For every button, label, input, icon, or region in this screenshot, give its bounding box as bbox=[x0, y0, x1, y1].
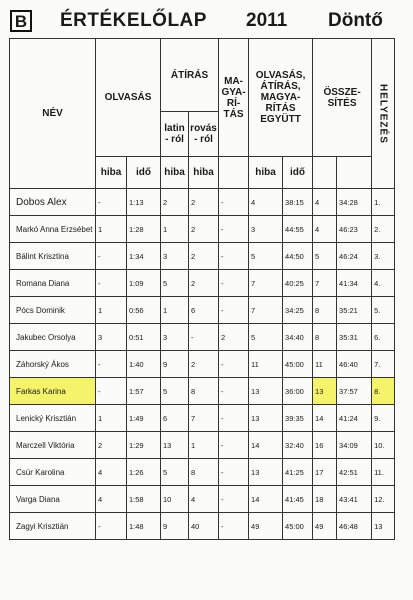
reading-time-header: idő bbox=[127, 157, 161, 189]
cell-c7: 34:40 bbox=[283, 324, 313, 351]
cell-c3: 5 bbox=[161, 270, 189, 297]
summary-column-header: ÖSSZE- SÍTÉS bbox=[313, 39, 372, 157]
cell-c1: - bbox=[96, 378, 127, 405]
cell-c2: 1:13 bbox=[127, 189, 161, 216]
cell-c2: 1:57 bbox=[127, 378, 161, 405]
cell-c8: 8 bbox=[313, 297, 337, 324]
cell-c3: 13 bbox=[161, 432, 189, 459]
cell-c2: 1:09 bbox=[127, 270, 161, 297]
table-row bbox=[10, 189, 395, 216]
cell-c6: 5 bbox=[249, 324, 283, 351]
participant-name: Varga Diana bbox=[10, 486, 96, 513]
cell-c1: 2 bbox=[96, 432, 127, 459]
participant-name: Pócs Dominik bbox=[10, 297, 96, 324]
cell-c6: 7 bbox=[249, 297, 283, 324]
cell-c9: 41:34 bbox=[337, 270, 372, 297]
combined-error-header: hiba bbox=[249, 157, 283, 189]
reading-error-header: hiba bbox=[96, 157, 127, 189]
cell-c8: 4 bbox=[313, 216, 337, 243]
cell-c6: 14 bbox=[249, 486, 283, 513]
table-row bbox=[10, 486, 395, 513]
cell-c4: 6 bbox=[189, 297, 219, 324]
cell-c2: 1:34 bbox=[127, 243, 161, 270]
cell-c6: 13 bbox=[249, 459, 283, 486]
from-runic-header: rovás - ról bbox=[189, 112, 219, 157]
cell-c4: 2 bbox=[189, 216, 219, 243]
combined-column-header: OLVASÁS, ÁTÍRÁS, MAGYA- RÍTÁS EGYÜTT bbox=[249, 39, 313, 157]
cell-c3: 5 bbox=[161, 378, 189, 405]
cell-c10: 2. bbox=[372, 216, 395, 243]
cell-c10: 5. bbox=[372, 297, 395, 324]
cell-c3: 1 bbox=[161, 297, 189, 324]
cell-c2: 0:51 bbox=[127, 324, 161, 351]
cell-c2: 1:28 bbox=[127, 216, 161, 243]
cell-c4: 2 bbox=[189, 189, 219, 216]
cell-c10: 12. bbox=[372, 486, 395, 513]
page-title: ÉRTÉKELŐLAP bbox=[60, 10, 207, 31]
cell-c7: 45:00 bbox=[283, 513, 313, 540]
sheet-header bbox=[10, 10, 393, 36]
cell-c1: - bbox=[96, 351, 127, 378]
cell-c9: 46:40 bbox=[337, 351, 372, 378]
summary-blank-1 bbox=[313, 157, 337, 189]
cell-c5: - bbox=[219, 378, 249, 405]
participant-name: Záhorský Ákos bbox=[10, 351, 96, 378]
cell-c1: - bbox=[96, 513, 127, 540]
cell-c8: 16 bbox=[313, 432, 337, 459]
cell-c3: 1 bbox=[161, 216, 189, 243]
cell-c1: - bbox=[96, 270, 127, 297]
cell-c7: 34:25 bbox=[283, 297, 313, 324]
cell-c9: 43:41 bbox=[337, 486, 372, 513]
cell-c5: - bbox=[219, 432, 249, 459]
participant-name: Bálint Krisztina bbox=[10, 243, 96, 270]
cell-c9: 46:48 bbox=[337, 513, 372, 540]
cell-c1: 4 bbox=[96, 486, 127, 513]
table-row bbox=[10, 243, 395, 270]
cell-c4: 2 bbox=[189, 243, 219, 270]
cell-c3: 5 bbox=[161, 459, 189, 486]
cell-c10: 1. bbox=[372, 189, 395, 216]
table-row bbox=[10, 297, 395, 324]
cell-c7: 40:25 bbox=[283, 270, 313, 297]
cell-c9: 46:24 bbox=[337, 243, 372, 270]
participant-name: Marczell Viktória bbox=[10, 432, 96, 459]
cell-c2: 0:56 bbox=[127, 297, 161, 324]
cell-c3: 6 bbox=[161, 405, 189, 432]
participant-name: Romana Diana bbox=[10, 270, 96, 297]
participant-name: Farkas Karina bbox=[10, 378, 96, 405]
cell-c7: 32:40 bbox=[283, 432, 313, 459]
cell-c1: - bbox=[96, 243, 127, 270]
cell-c6: 7 bbox=[249, 270, 283, 297]
participant-name: Markó Anna Erzsébet bbox=[10, 216, 96, 243]
cell-c4: 40 bbox=[189, 513, 219, 540]
cell-c7: 38:15 bbox=[283, 189, 313, 216]
cell-c4: 1 bbox=[189, 432, 219, 459]
translation-blank-header bbox=[219, 157, 249, 189]
cell-c9: 34:28 bbox=[337, 189, 372, 216]
cell-c5: - bbox=[219, 486, 249, 513]
cell-c4: 4 bbox=[189, 486, 219, 513]
participant-name: Lenický Krisztián bbox=[10, 405, 96, 432]
translation-column-header: MA- GYA- RÍ- TÁS bbox=[219, 39, 249, 157]
reading-column-header: OLVASÁS bbox=[96, 39, 161, 157]
cell-c1: 1 bbox=[96, 405, 127, 432]
cell-c1: - bbox=[96, 189, 127, 216]
cell-c10: 9. bbox=[372, 405, 395, 432]
cell-c4: 7 bbox=[189, 405, 219, 432]
cell-c9: 46:23 bbox=[337, 216, 372, 243]
cell-c6: 4 bbox=[249, 189, 283, 216]
cell-c7: 39:35 bbox=[283, 405, 313, 432]
cell-c7: 36:00 bbox=[283, 378, 313, 405]
cell-c5: - bbox=[219, 243, 249, 270]
cell-c9: 35:31 bbox=[337, 324, 372, 351]
cell-c8: 5 bbox=[313, 243, 337, 270]
cell-c2: 1:29 bbox=[127, 432, 161, 459]
stage-label: Döntő bbox=[328, 10, 383, 31]
cell-c6: 11 bbox=[249, 351, 283, 378]
cell-c8: 14 bbox=[313, 405, 337, 432]
table-row bbox=[10, 459, 395, 486]
cell-c4: 2 bbox=[189, 270, 219, 297]
cell-c4: - bbox=[189, 324, 219, 351]
cell-c8: 49 bbox=[313, 513, 337, 540]
cell-c8: 8 bbox=[313, 324, 337, 351]
transcription-column-header: ÁTÍRÁS bbox=[161, 39, 219, 112]
table-row bbox=[10, 270, 395, 297]
cell-c3: 3 bbox=[161, 243, 189, 270]
cell-c4: 8 bbox=[189, 378, 219, 405]
cell-c3: 3 bbox=[161, 324, 189, 351]
cell-c10: 11. bbox=[372, 459, 395, 486]
cell-c10: 6. bbox=[372, 324, 395, 351]
cell-c4: 2 bbox=[189, 351, 219, 378]
year-label: 2011 bbox=[246, 10, 288, 31]
cell-c2: 1:49 bbox=[127, 405, 161, 432]
cell-c3: 2 bbox=[161, 189, 189, 216]
latin-error-header: hiba bbox=[161, 157, 189, 189]
cell-c5: - bbox=[219, 297, 249, 324]
cell-c3: 9 bbox=[161, 513, 189, 540]
cell-c2: 1:48 bbox=[127, 513, 161, 540]
participant-name: Zagyi Krisztián bbox=[10, 513, 96, 540]
cell-c9: 35:21 bbox=[337, 297, 372, 324]
cell-c5: - bbox=[219, 459, 249, 486]
cell-c9: 41:24 bbox=[337, 405, 372, 432]
cell-c5: - bbox=[219, 189, 249, 216]
cell-c4: 8 bbox=[189, 459, 219, 486]
table-row bbox=[10, 324, 395, 351]
cell-c10: 4. bbox=[372, 270, 395, 297]
cell-c2: 1:40 bbox=[127, 351, 161, 378]
cell-c5: - bbox=[219, 405, 249, 432]
cell-c2: 1:26 bbox=[127, 459, 161, 486]
cell-c9: 37:57 bbox=[337, 378, 372, 405]
cell-c8: 18 bbox=[313, 486, 337, 513]
from-latin-header: latin - ról bbox=[161, 112, 189, 157]
table-row bbox=[10, 513, 395, 540]
table-row bbox=[10, 405, 395, 432]
cell-c7: 45:00 bbox=[283, 351, 313, 378]
cell-c8: 11 bbox=[313, 351, 337, 378]
cell-c10: 10. bbox=[372, 432, 395, 459]
cell-c5: - bbox=[219, 513, 249, 540]
cell-c6: 5 bbox=[249, 243, 283, 270]
cell-c9: 34:09 bbox=[337, 432, 372, 459]
table-row bbox=[10, 216, 395, 243]
cell-c1: 1 bbox=[96, 297, 127, 324]
summary-blank-2 bbox=[337, 157, 372, 189]
cell-c6: 13 bbox=[249, 378, 283, 405]
cell-c6: 13 bbox=[249, 405, 283, 432]
cell-c2: 1:58 bbox=[127, 486, 161, 513]
runic-error-header: hiba bbox=[189, 157, 219, 189]
cell-c1: 3 bbox=[96, 324, 127, 351]
cell-c10: 7. bbox=[372, 351, 395, 378]
table-row bbox=[10, 351, 395, 378]
cell-c1: 1 bbox=[96, 216, 127, 243]
name-column-header: NÉV bbox=[10, 39, 96, 189]
cell-c6: 3 bbox=[249, 216, 283, 243]
cell-c7: 41:45 bbox=[283, 486, 313, 513]
cell-c5: - bbox=[219, 216, 249, 243]
cell-c6: 14 bbox=[249, 432, 283, 459]
cell-c7: 44:55 bbox=[283, 216, 313, 243]
cell-c7: 41:25 bbox=[283, 459, 313, 486]
cell-c1: 4 bbox=[96, 459, 127, 486]
cell-c10: 8. bbox=[372, 378, 395, 405]
cell-c5: - bbox=[219, 270, 249, 297]
placement-column-header: HELYEZÉS bbox=[372, 39, 395, 189]
cell-c8: 4 bbox=[313, 189, 337, 216]
cell-c8: 7 bbox=[313, 270, 337, 297]
cell-c9: 42:51 bbox=[337, 459, 372, 486]
score-table bbox=[9, 38, 395, 540]
cell-c7: 44:50 bbox=[283, 243, 313, 270]
cell-c3: 10 bbox=[161, 486, 189, 513]
participant-name: Jakubec Orsolya bbox=[10, 324, 96, 351]
cell-c3: 9 bbox=[161, 351, 189, 378]
cell-c5: - bbox=[219, 351, 249, 378]
cell-c8: 17 bbox=[313, 459, 337, 486]
category-badge: B bbox=[10, 10, 32, 32]
combined-time-header: idő bbox=[283, 157, 313, 189]
participant-name: Csúr Karolina bbox=[10, 459, 96, 486]
table-row bbox=[10, 378, 395, 405]
participant-name: Dobos Alex bbox=[10, 189, 96, 216]
cell-c10: 3. bbox=[372, 243, 395, 270]
cell-c5: 2 bbox=[219, 324, 249, 351]
cell-c10: 13 bbox=[372, 513, 395, 540]
cell-c8: 13 bbox=[313, 378, 337, 405]
table-row bbox=[10, 432, 395, 459]
cell-c6: 49 bbox=[249, 513, 283, 540]
